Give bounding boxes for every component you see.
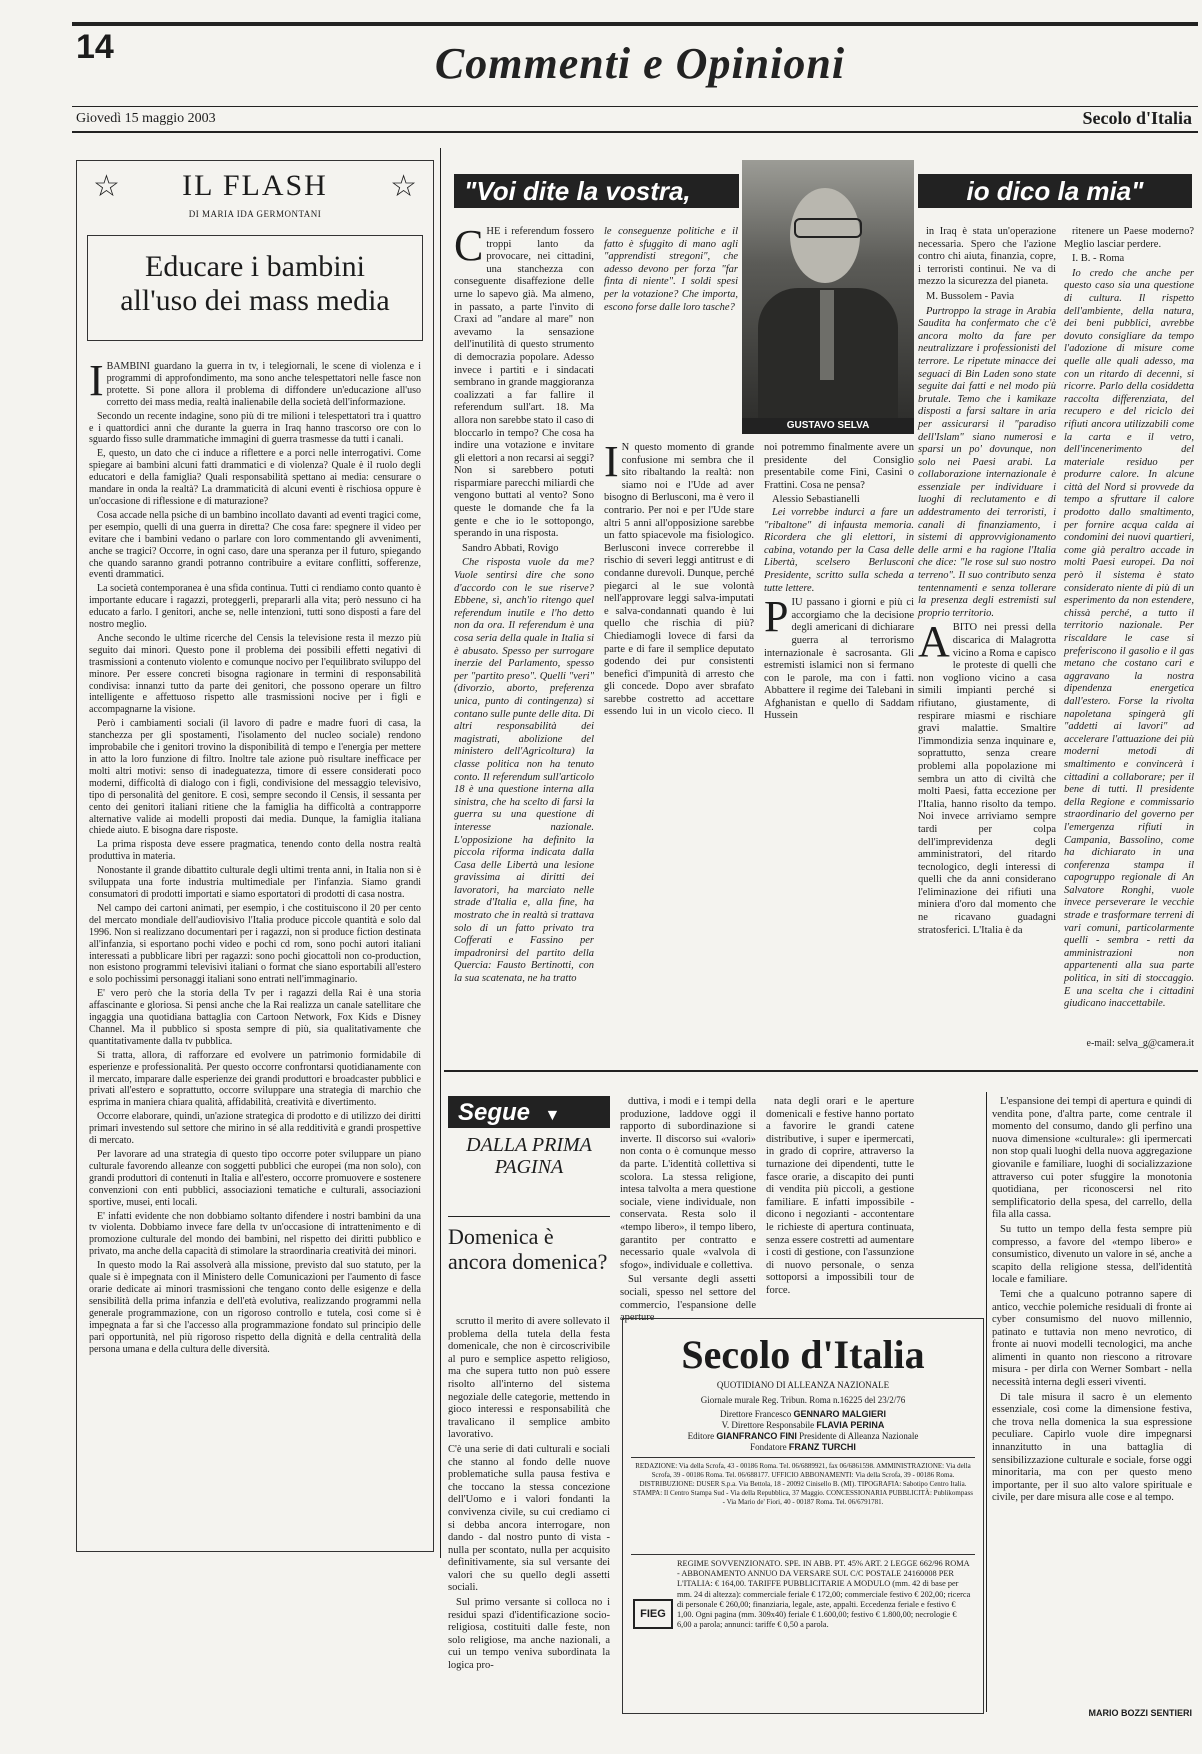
opinion-col-3 (918, 226, 1056, 1041)
paragraph: Però i cambiamenti sociali (il lavoro di padre e madre fuori di casa, la stanchezza per gli spostamenti, l'isolamento del nucleo sociale) rendono improbabile che i genitori trovino la disponibilità di tempo e l'energia per mettere in atto la loro funzione di filtro. Inoltre tale azione può risultare inefficace per molti altri motivi: senso di inadeguatezza, timore di essere considerati poco moderni, difficoltà di dialogo con i figli, condivisione del messaggio televisivo, tipo di personalità del genitore. E così, sempre secondo il Censis, il sessanta per cento dei genitori italiani ritiene che la famiglia ha difficoltà a contrapporre alternative valide ai modelli proposti dai media. Dunque, la famiglia italiana chiede aiuto. E bisogna dare risposte. (89, 718, 421, 837)
masthead-rule (631, 1457, 975, 1458)
paragraph: Occorre elaborare, quindi, un'azione strategica di prodotto e di utilizzo dei diritti primari investendo sul settore che mirino in sé alla redditività e grandi prospettive di mercato. (89, 1111, 421, 1147)
email-contact[interactable]: e-mail: selva_g@camera.it (1086, 1038, 1194, 1049)
paragraph: Per lavorare ad una strategia di questo tipo occorre poter sviluppare un piano culturale favorendo alleanze con soggetti pubblici che europei (ma non solo), con grandi produttori di contenuti in Italia e all'estero, occorre promuovere e sostenere convenzioni con enti pubblici, associazioni tematiche e culturali, associazioni sportive, musei, enti locali. (89, 1149, 421, 1208)
paragraph: BITO nei pressi della discarica di Malagrotta vicino a Roma e capisco le proteste di quelli che non vogliono vicino a casa simili impianti perché si rifiutano, giustamente, di respirare miasmi e rischiare gravi malattie. Smaltire l'immondizia senza inquinare e, soprattutto, senza creare problemi alla popolazione mi sembra un atto di civiltà che molti Paesi, fatta eccezione per l'Italia, hanno risolto da tempo. Noi invece arriviamo sempre tardi per colpa dell'imprevidenza degli amministratori, del ritardo tecnologico, degli interessi di quelli che da anni considerano l'eliminazione dei rifiuti una miniera d'oro dal momento che ne ricavano guadagni stratosferici. L'Italia è da (918, 622, 1056, 936)
paragraph: La società contemporanea è una sfida continua. Tutti ci rendiamo conto quanto è importante educare i ragazzi, proteggerli, prepararli alla vita; però nessuno ci ha educato a farlo. I genitori, anche se, nelle intenzioni, tutti sono disposti a fare del nostro meglio. (89, 583, 421, 631)
paragraph: Alessio Sebastianelli (772, 494, 860, 506)
flash-byline: DI MARIA IDA GERMONTANI (188, 209, 322, 219)
paragraph: Si tratta, allora, di rafforzare ed evolvere un patrimonio formidabile di esperienze e professionalità. Per questo occorre confrontarsi quotidianamente con il mercato, imparare dalle esperienze dei grandi produttori e broadcaster pubblici e privati all'estero e soprattutto, occorre sviluppare una strategia di marchio che esprima in maniera chiara qualità, affidabilità, creatività e divertimento. (89, 1049, 421, 1109)
masthead-registration: Giornale murale Reg. Tribun. Roma n.16225 del 23/2/76 (700, 1395, 906, 1405)
paragraph: E' vero però che la storia della Tv per i ragazzi della Rai è una storia affascinante e gloriosa. Si pensi anche che la Rai realizza un canale satellitare che ingaggia una quotidiana battaglia con Cartoon Network, Fox Kids e Disney Channel. Ma il pubblico si sposta sempre di più, sia qualitativamente che quantitativamente dalla tv pubblica. (89, 988, 421, 1047)
letter-4-end: ritenere un Paese moderno? Meglio lasciar perdere. (1064, 226, 1194, 250)
opinion-banner-left: "Voi dite la vostra, (454, 174, 739, 208)
paragraph: La prima risposta deve essere pragmatica, tenendo conto della nostra realtà produttiva in materia. (89, 839, 421, 863)
star-icon: ☆ (390, 170, 417, 203)
subscription-text: REGIME SOVVENZIONATO. SPE. IN ABB. PT. 45% ART. 2 LEGGE 662/96 ROMA - ABBONAMENTO ANNUO DA VERSARE SUL C/C POSTALE 24160008 PER L'ITALIA: € 164,00. TARIFFE PUBBLICITARIE A MODULO (mm. 42 di base per mm. 24 di altezza): commerciale feriale € 172,00; commerciale festivo € 202,00; ricerca di personale € 260,00; finanziaria, legale, aste, appalti. Eccedenza feriale e festivo € 1,00. Ogni pagina (mm. 309x40) feriale € 1.600,00; festivo € 1.800,00; necrologie € 6,00 a parola; annunci: tariffe € 0,50 a parola. (677, 1559, 971, 1630)
paragraph: Cosa accade nella psiche di un bambino incollato davanti ad eventi tragici come, per esempio, quelli di una guerra in diretta? Che cosa fare: spegnere il video per evitare che i bambini vedano o parlare con loro commentando gli avvenimenti, anche se tragici? Occorre, in ogni caso, dare una speranza per il futuro, spiegando che quando saranno grandi potranno contribuire a evitare conflitti, sofferenze, eventi drammatici. (89, 509, 421, 581)
opinion-section (444, 160, 1198, 1055)
paragraph: Nel campo dei cartoni animati, per esempio, i che costituiscono il 20 per cento del mercato mondiale dell'audiovisivo l'Italia produce piccole quantità e solo dal 1996. Non si realizzano documentari per i ragazzi, non si produce fiction destinata all'infanzia, si esportano pochi video e pochi cd rom, sono pochi autori italiani interessati a pubblicare libri per ragazzi: sono pochi giocattoli non co-production, non esistono programmi televisivi italiani o format che siano esportabili all'estero e solo pochissimi personaggi italiani sono entrati nell'immaginario. (89, 902, 421, 986)
opinion-col-1 (454, 221, 594, 1041)
paragraph: E' infatti evidente che non dobbiamo soltanto difendere i nostri bambini da una tv violenta. Dobbiamo invece fare della tv un'occasione di intrattenimento e di promozione culturale del mondo dei bambini, nel rispetto dei diritti pubblico e privato, ma anche della capacità di stimolare la straordinaria creatività dei minori. (89, 1210, 421, 1258)
paragraph: In questo modo la Rai assolverà alla missione, previsto dal suo statuto, per la quale si è impegnata con il Ministero delle Comunicazioni per l'aumento di fasce orarie dedicate ai minori trasmissioni che tengano conto delle esigenze e della sensibilità della prima infanzia e dell'età evolutiva, realizzando programmi nella generale programmazione, con un rigoroso controllo e tutela, così come si è impegnata a far sì che l'accesso alla programmazione fondato sul principio delle pari opportunità, nel più rigoroso rispetto della dignità e della centralità della persona umana e della cultura delle diversità. (89, 1260, 421, 1355)
segue-kicker: DALLA PRIMA PAGINA (466, 1134, 592, 1178)
paragraph: E, questo, un dato che ci induce a riflettere e a porci nelle interrogativi. Come spiegare ai bambini alcuni fatti drammatici e di violenza? Quale è il ruolo degli educatori e della famiglia? Quali responsabilità spettano ai media: censurare o mandare in onda la realtà? La drammaticità di alcuni eventi è rischiosa oppure è un'occasione di riflessione e di maturazione? (89, 448, 421, 507)
masthead-rule (631, 1554, 975, 1555)
header-top-rule (72, 22, 1198, 26)
segue-col-a: scrutto il merito di avere sollevato il problema della tutela della festa domenicale, che non è circoscrivibile al puro e semplice aspetto religioso, ma che supera tutto non può essere risolto all'interno del sistema negoziale delle categorie, mettendo in gioco interessi e responsabilità che travalicano il semplice ambito lavorativo. C'è una serie di dati culturali e sociali che stanno al fondo delle nuove problematiche sulla pausa festiva e che toccano la stessa concezione dell'Uomo e i valori fondanti la convivenza civile, su cui crediamo ci si debba ancora interrogare, non dando - dal nostro punto di vista - nulla per scontato, nulla per acquisito definitivamente, sia sul versante dei valori che su quello degli assetti sociali. Sul primo versante si colloca no i residui spazi d'identificazione socio-religiosa, costituiti dalle feste, non solo religiose, ma anche nazionali, a cui un tempo veniva subordinata la logica pro- (448, 1316, 610, 1672)
letter-4 (918, 617, 1056, 937)
founder-line: Fondatore FRANZ TURCHI (750, 1442, 856, 1452)
segue-col-c: nata degli orari e le aperture domenicali e festive hanno portato a favorire le grandi catene distributive, i super e ipermercati, in grado di coprire, attraverso la turnazione dei dipendenti, tutte le fasce orarie, a discapito dei punti di vendita più piccoli, a gestione familiare. E infatti impossibile - dicono i negozianti - accontentare le richieste di apertura continuata, senza essere costretti ad aumentare i costi di gestione, con l'assunzione di nuovo personale, o senza sottoporsi a impossibili tour de force. (766, 1096, 914, 1296)
section-separator (444, 1070, 1198, 1072)
page-number: 14 (76, 28, 114, 66)
segue-col-d: L'espansione dei tempi di apertura e quindi di vendita pone, d'altra parte, come centrale il momento del consumo, dando gli perfino una nuova dimensione «culturale»: gli ipermercati non stop quali luoghi della nuova aggregazione giovanile e familiare, luoghi di socializzazione attraverso cui poter sfuggire la monotonia quotidiana, per riconoscersi nel rito semplificatorio della spesa, del carrello, della fila alla cassa. Su tutto un tempo della festa sempre più compresso, a favore del «tempo libero» e consumistico, divenuto un valore in sé, anche a scapito della religione stessa, dell'identità locale e familiare. Temi che a qualcuno potranno sapere di antico, vecchie polemiche residuali di fronte ai cyber consumismo del nuovo millennio, patinato e tuttavia non meno nevrotico, di fronte ai nuovi modelli tecnologici, ma anche alimenti in quanto non riescono a ritrovare misura - per dirla con Werner Sombart - nella necessità interna degli esseri viventi. Di tale misura il sacro è un elemento essenziale, così come la dimensione festiva, che trova nella domenica la sua espressione peculiare. Capirlo vuole dire impegnarsi innanzitutto in una battaglia di sensibilizzazione culturale e sociale, forse oggi minoritaria, ma con per questo meno importante, per il suo alto valore spirituale e civile, per dare misura alle cose e al tempo. (992, 1096, 1192, 1504)
director-line: Direttore Francesco GENNARO MALGIERI (720, 1409, 886, 1419)
subscription-row (633, 1559, 973, 1685)
paragraph: C'è una serie di dati culturali e sociali che stanno al fondo delle nuove problematiche sulla pausa festiva e che toccano la stessa concezione dell'Uomo e i valori fondanti la convivenza civile, su cui crediamo ci si debba ancora interrogare, non dando - dal nostro punto di vista - nulla per scontato, nulla per acquisito definitivamente, sia sul versante dei valori che su quello degli assetti sociali. (448, 1443, 610, 1594)
paragraph: Secondo un recente indagine, sono più di tre milioni i telespettatori tra i quattro e i quattordici anni che durante la guerra in Iraq hanno trascorso ore con lo sguardo fisso sulle drammatiche immagini di guerra trasmesse da tutti i canali. (89, 410, 421, 446)
header-bottom-rule (72, 106, 1198, 107)
paragraph: Anche secondo le ultime ricerche del Censis la televisione resta il mezzo più seguito dai minori. Questo pone il problema dei possibili effetti negativi di trasmissioni a contenuto violento e comunque nocivo per l'equilibrato sviluppo del minore. Per essere concreti bisogna ragionare in termini di responsabilità condivisa: innanzi tutto da parte dei genitori, che possono operare un filtro intelligente e affettuoso rispetto alle trasmissioni nocive per i figli e accompagnarne la visione. (89, 632, 421, 716)
segue-col-a-paragraphs (448, 1444, 610, 1673)
header-under-rule (72, 131, 1198, 133)
author-photo (742, 160, 914, 418)
paragraph: Nonostante il grande dibattito culturale degli ultimi trenta anni, in Italia non si è sviluppata una forte industria multimediale per l'infanzia. Siamo grandi consumatori di prodotti importati e siamo esportatori di prodotti di casa nostra. (89, 865, 421, 900)
flash-headline: Educare i bambini all'uso dei mass media (120, 250, 390, 317)
segue-col-b: duttiva, i modi e i tempi della produzione, laddove oggi il rapporto di subordinazione si inverte. Il discorso sui «valori» non conta o è comunque messo da parte. L'identità collettiva si scolora. La stessa religione, intesa talvolta a mera questione sociale, viene individuale, non conservata. Resta solo il «tempo libero», il tempo libero, garantito per contratto e necessario quale «valvola di sfogo», individuale e collettiva. Sul versante degli assetti sociali, spesso nel settore del commercio, l'espansione delle aperture (620, 1096, 756, 1324)
photo-tie (820, 290, 834, 380)
paragraph: Sul primo versante si colloca no i residui spazi d'identificazione socio-religiosa, costituiti dalle feste, non solo religiose, ma anche nazionali, a cui un tempo veniva subordinata la logica pro- (448, 1597, 610, 1672)
reply-4: Io credo che anche per questo caso sia una questione di cultura. Il rispetto dell'ambiente, della natura, dei beni pubblici, avrebbe dovuto consigliare da tempo l'adozione di misure come quelle alle quali adesso, ma con un ritardo di decenni, si ricorre. Parlo della cosiddetta raccolta differenziata, del recupero e del riciclo dei rifiuti ancora utilizzabili come la carta e il vetro, dell'incenerimento del materiale residuo per produrre calore. In alcune città del Nord si provvede da tempo a sfruttare il calore prodotto dallo smaltimento, per fornire acqua calda ai condomini dei nuovi quartieri, come già peraltro accade in molti Paesi europei. Da noi però il sistema è stato considerato niente di più di un esperimento da non estendere, chissà perché, a tutto il territorio nazionale. Per riscaldare le case si preferiscono il gasolio e il gas metano che costano cari e aggravano la nostra dipendenza energetica dall'estero. Forse la rivolta napoletana spingerà gli "addetti ai lavori" ad accelerare l'attuazione dei più moderni metodi di smaltimento e convincerà i cittadini a collaborare; per il bene di tutti. Il presidente della Regione e commissario straordinario del governo per l'emergenza rifiuti in Campania, Bassolino, come ha dichiarato in una conferenza stampa il capogruppo regionale di An Salvatore Ronghi, vuole invece perseverare le vecchie strade e trasformare terreni di vari comuni, particolarmente quelli - sembra - retti da amministrazioni non appartenenti alla sua parte politica, in siti di stoccaggio. E una scelta che i cittadini giudicano inaccettabile. (1064, 267, 1194, 1010)
masthead-title: Secolo d'Italia (681, 1332, 925, 1377)
flash-paragraphs (89, 356, 421, 1355)
fieg-logo: FIEG (633, 1599, 673, 1629)
segue-col-separator (986, 1092, 987, 1712)
letter-3-end: in Iraq è stata un'operazione necessaria. Spero che l'azione contro chi aiuta, finanzia, copre, i terroristi continui. Ne va di mezzo la sicurezza del pianeta. (918, 226, 1056, 288)
masthead-details: REDAZIONE: Via della Scrofa, 43 - 00186 Roma. Tel. 06/6889921, fax 06/6861598. AMMINISTRAZIONE: Via della Scrofa, 39 - 00186 Roma. Tel. 06/688177. UFFICIO ABBONAMENTI: Via della Scrofa, 39 - 00186 Roma. DISTRIBUZIONE: DUSER S.p.a. Via Bettola, 18 - 20092 Cinisello B. (MI). TIPOGRAFIA: Sabotipo Centro Italia. STAMPA: Il Centro Stampa Sud - Via della Repubblica, 37 Maggio. CONCESSIONARIA PUBBLICITÀ: Publikompass - Via Mario de' Fiori, 40 - 00187 Roma. Tel. 06/6791781. (633, 1462, 973, 1506)
flash-headline-box (87, 235, 423, 341)
dropcap: C (454, 221, 484, 270)
segue-title: Domenica è ancora domenica? (448, 1224, 608, 1274)
letter-3-sign: M. Bussolem - Pavia (926, 290, 1015, 302)
letter-4-sign: I. B. - Roma (1072, 253, 1125, 265)
letter-1 (454, 221, 594, 555)
photo-glasses (794, 218, 862, 238)
paragraph: IU passano i giorni e più ci accorgiamo che la decisione degli americani di dichiarare guerra al terrorismo internazionale è sacrosanta. Gli estremisti islamici non si fermano con le parole, ma con i fatti. Abbattere il regime dei Talebani in Afghanistan e quello di Saddam Hussein (764, 597, 914, 722)
opinion-col-2-top: le conseguenze politiche e il fatto è sfuggito di mano agli "apprendisti stregoni", che adesso devono per forza "far finta di niente". I soldi spesi per la votazione? Che importa, escono forse dalle loro tasche? (604, 226, 738, 313)
paragraph: Sandro Abbati, Rovigo (462, 542, 559, 554)
issue-date: Giovedì 15 maggio 2003 (76, 111, 216, 126)
dropcap: I (89, 356, 104, 405)
opinion-banner-right: io dico la mia" (918, 174, 1192, 208)
dropcap: I (604, 437, 619, 486)
flash-label: IL FLASH (182, 169, 328, 202)
paragraph: HE i referendum fossero troppi lanto da provocare, nei cittadini, una stanchezza con conseguente disaffezione delle urne lo sapevo già. Ma almeno, in passato, a parte l'invito di Craxi ad "andare al mare" non avevamo la sensazione dell'inutilità di questo strumento di democrazia popolare. Adesso invece i partiti e i sindacati sembrano in grande maggioranza coalizzati a far fallire il referendum sull'art. 18. Ma allora non sarebbe stato il caso di bloccarlo in tempo? Che cosa ha indire una votazione e invitare gli elettori a non recarsi ai seggi? Non si sarebbero potuti risparmiare parecchi miliardi che vengono buttati al vento? Sono queste le domande che fa la gente e che io le sottopongo, sperando in una risposta. (454, 226, 594, 540)
opinion-col-4 (1064, 226, 1194, 1026)
paragraph: BAMBINI guardano la guerra in tv, i telegiornali, le scene di violenza e i programmi di approfondimento, ma sono anche telespettatori nelle fasce non protette. Si pone allora il problema di diffondere un'educazione all'uso corretto dei mass media, realtà inalienabile della società dell'informazione. (106, 361, 421, 408)
dropcap: A (918, 617, 950, 667)
segue-author: MARIO BOZZI SENTIERI (1088, 1708, 1192, 1718)
section-title: Commenti e Opinioni (434, 39, 846, 88)
opinion-col-2 (604, 437, 914, 1042)
kicker-rule (448, 1216, 610, 1217)
dropcap: P (764, 592, 789, 642)
vertical-separator (440, 148, 441, 1558)
flash-label-row (77, 169, 433, 203)
paragraph: N questo momento di grande confusione mi sembra che il sito ribaltando la realtà: non siamo noi e l'Ude ad aver bisogno di Berlusconi, ma è vero il contrario. Per noi e per l'Ude stare altri 5 anni all'opposizione sarebbe un fatto spiacevole ma fisiologico. Berlusconi invece correrebbe il rischio di severi leggi antitrust e di condanne durevoli. Dunque, perché piegarci al le sue volontà nell'approvare leggi salva-imputati e salva-condannati quando è lui quello che rischia di più? Chiediamogli lovece di farsi da parte e di fare il semplice deputato godendo dei pur consistenti benefici d'impunità di arresto che gli concede. Dopo aver sbrafato sarebbe costretto ad accettare essendo lui in un vicolo cieco. Il noi potremmo finalmente avere un presidente del Consiglio presentabile come Fini, Casini o Frattini. Cosa ne pensa? (604, 442, 914, 718)
masthead-subtitle: QUOTIDIANO DI ALLEANZA NAZIONALE (716, 1380, 890, 1390)
reply-3: Purtroppo la strage in Arabia Saudita ha confermato che c'è ancora molto da fare per neutralizzare i professionisti del terrore. Le ripetute minacce dei seguaci di Bin Laden sono state seguite dai fatti e nel modo più brutale. Temo che i kamikaze disposti a farsi saltare in aria per assicurarsi il "paradiso dell'Islam" siano numerosi e sparsi un po' dovunque, non solo nei Paesi arabi. La collaborazione internazionale è essenziale per individuare i luoghi di reclutamento e di addestramento dei terroristi, i canali di finanziamento, i sistemi di approvvigionamento delle armi e ha ragione l'Italia che dice: "le rose sul suo nostro terreno". Il suo contributo senza tentennamenti e senza tollerare la presenza degli estremisti sul proprio territorio. (918, 305, 1056, 619)
editor-line: Editore GIANFRANCO FINI Presidente di Alleanza Nazionale (687, 1431, 919, 1441)
reply-2: Lei vorrebbe indurci a fare un "ribaltone" di infausta memoria. Ricordera che gli elettori, in cabina, votando per la Casa delle Libertà, scelsero Berlusconi Presidente, scritto sulla scheda a tutte lettere. (764, 506, 914, 594)
photo-caption: GUSTAVO SELVA (742, 418, 914, 434)
vice-line: V. Direttore Responsabile FLAVIA PERINA (721, 1420, 885, 1430)
reply-1: Che risposta vuole da me? Vuole sentirsi dire che sono d'accordo con le sue riserve? Ebbene, sì, anch'io ritengo quel referendum inutile e l'ho detto non da ora. Il referendum è una cosa seria della quale in Italia si è abusato. Spesso per surrogare inerzie del Parlamento, spesso per "partito preso". Quelli "veri" (divorzio, aborto, preferenza unica, punto di contingenza) si contano sulle punte delle dita. Di altri responsabilità dei magistrati, abolizione del ministero dell'Agricoltura) la classe politica non ha tenuto conto. Il referendum sull'articolo 18 è una questione interna alla sinistra, che ha scelto di farsi la guerra su una questione di interesse nazionale. L'opposizione ha definito la piccola riforma indicata dalla Casa delle Libertà una lesione gravissima ai diritti dei lavoratori, ha marciato nelle strade d'Italia e, alla fine, ha mostrato che in realtà si trattava solo di un fatto privato tra Cofferati e Fassino per impadronirsi del partito della Quercia: Fausto Bertinotti, con la sua scatenata, ne ha tratto (454, 557, 594, 985)
down-triangle-icon: ▼ (544, 1107, 561, 1124)
segue-section (444, 1086, 1198, 1726)
masthead-small: Secolo d'Italia (1082, 108, 1192, 128)
masthead-box (622, 1318, 984, 1714)
segue-banner: Segue ▼ (448, 1096, 610, 1128)
flash-body (89, 356, 421, 1541)
flash-column (76, 160, 434, 1552)
star-icon: ☆ (93, 170, 120, 203)
